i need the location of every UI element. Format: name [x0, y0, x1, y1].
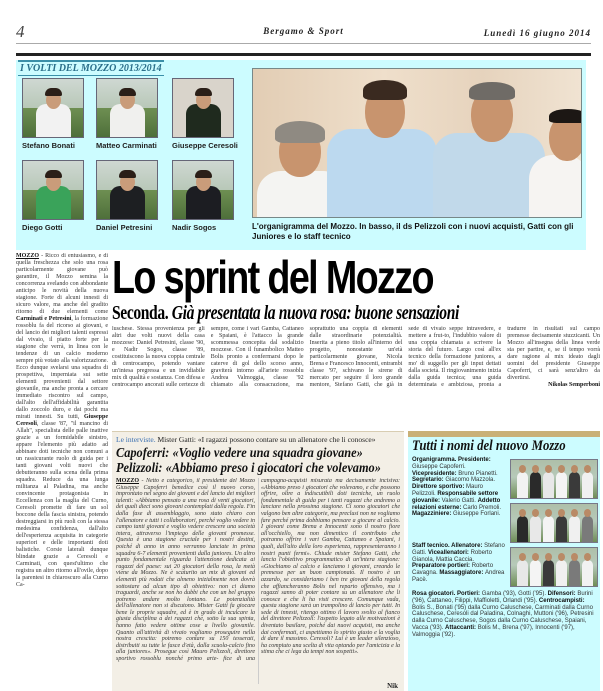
team-photo-figure — [530, 472, 541, 498]
field-label: Massaggiatore: — [439, 570, 486, 577]
team-photo-figure — [517, 516, 528, 542]
team-photo-figure — [517, 560, 528, 586]
field-label: Attaccanti: — [445, 624, 478, 631]
publication-name: Bergamo & Sport — [263, 26, 344, 36]
subtitle-bold: Seconda. — [112, 302, 169, 324]
field-label: Preparatore portieri: — [412, 563, 472, 570]
player-name: Matteo Carminati — [96, 141, 157, 150]
team-photo — [510, 459, 598, 499]
field-label: Addetto relazioni esterne: — [412, 497, 501, 511]
interview-signature: Nik — [387, 682, 398, 690]
field-label: Segretario: — [412, 477, 446, 484]
player-photo — [96, 78, 158, 138]
interview-text-2: fice di una campagna-acquisti misurata ma decisamente incisiva: «Abbiamo preso i giocatori che volevamo, e che possono offrire, oltre a indiscutibili doti tecniche, un ruolo fondamentale di guida per i tanti ragazzi che andremo a lanciare nella prossima stagione. Ci sono giocatori che valgono ben altre categorie, ma preclusi non ne vogliamo fare perché prima dobbiamo pensare a giocare al calcio. I giovani come Brena e Innocenti sono il nostro fiore all'occhiello, ma non dimentico il contributo che potranno offrire i vari Gamba, Cattaneo e Spaiani, i quali, dall'alto della loro esperienza, rappresenteranno i nostri punti fermi». Chiude mister Stefano Gatti, che lancia l'obiettivo programmatico di un'intera stagione: «Giochiamo al calcio e lanciamo i giovani, creando le premesse per un buon campionato. Il nostro è un azzardo, se consideriamo i ben tre giovani della regola che affiancheranno Bolis nel reparto offensivo, ma i ragazzi sanno di poter contare su un allenatore che li conosce e che li ha visti crescere. Comunque vada, questa stagione sarà un trampolino di lancio per tutti. In sede di innesti, ritengo ottimo il lavoro svolto al fianco del direttore Pelizzoli: l'aspetto legato alle motivazioni è diventato basilare, poiché dai nuovi acquisti, ma anche dai confermati, ci aspettiamo lo spirito giusto e la voglia di dare il massimo. Ceresoli? Lui è un leader silenzioso, ha compiuto una scelta di vita optando per l'amicizia e la stima che ci lega da tempi non sospetti». — [223, 478, 400, 663]
field-label: Staff tecnico. Allenatore: — [412, 543, 485, 549]
article-body-columns — [112, 326, 600, 428]
field-label: Direttore sportivo: — [412, 484, 467, 491]
field-value: Roberto Cavagna. — [412, 563, 494, 577]
author-byline: Nikolas Semperboni — [548, 382, 600, 388]
article-column-6: to, l'indubbio valore di una coppia chiamata a scrivere la storia del futuro. Largo così all'ex tecnico della formazione juniores, a mo' di suggello per gli input dettati dalla società. Il ringiovanimento inizia dalla guida tecnica; una guida determinata e ambiziosa, pronta a tradurre in risultati sul campo premesse decisamente stuzzicanti. Un Mozzo all'insegna della linea verde sta per partire, e, se il tempo vorrà dare ragione al mix ideato dagli uomini del presidente Giuseppe Capoferri, ci sarà senz'altro da divertirsi. — [408, 326, 600, 388]
field-value: Giacomo Mazzola. — [445, 477, 496, 484]
player-photo — [172, 78, 234, 138]
lead-bold: Carminati e Petresini — [16, 316, 72, 322]
subtitle-italic: Già presentata la nuova rosa: buone sensazioni — [171, 302, 459, 324]
names-box-bar — [408, 431, 600, 437]
organigramma-text — [412, 457, 508, 518]
field-label: Magazziniere: — [412, 511, 454, 518]
field-value: Carlo Premoli. — [463, 504, 502, 511]
lead-bold: Giuseppe Ceresoli — [16, 414, 108, 427]
player-photo — [96, 160, 158, 220]
team-photo-figure — [543, 472, 554, 498]
staff-text — [412, 543, 508, 584]
team-photo-figure — [530, 516, 541, 542]
roster-text — [412, 591, 596, 639]
player-name: Stefano Bonati — [22, 141, 75, 150]
kicker-text: Mister Gatti: «I ragazzi possono contare su un allenatore che li conosce» — [155, 435, 376, 444]
volti-title: I VOLTI DEL MOZZO 2013/2014 — [18, 60, 164, 76]
field-value: Burini ('96), Cattaneo, Filippi, Maffioletti, Orlandi ('95). — [412, 591, 593, 604]
player-name: Diego Gotti — [22, 223, 63, 232]
interview-body — [116, 478, 400, 684]
photo-caption: L'organigramma del Mozzo. In basso, il ds Pelizzoli con i nuovi acquisti, Gatti con gli Juniores e lo staff tecnico — [252, 222, 574, 241]
volti-box — [16, 60, 586, 250]
article-column-5: nonostante un'età particolarmente giovane, Nicola Brena e Francesco Innocenti, entrambi classe '97, schivano le sirene di mercato per seguire il loro grande mentore, Stefano Gatti, che già in sede di vivaio seppe intravedere, e mettere a frut- — [309, 326, 502, 388]
article-column-4: le caterve di gol dello scorso anno, graviterà intorno all'ariete rossoblu Andrea Valmoggia, classe '92 chiamato alla consacrazione, ma soprattutto una coppia di elementi dalle straordinarie potenzialità. Inserita a pieno titolo all'interno del progetto, — [210, 326, 403, 388]
field-value: Valerio Gatti. — [441, 497, 478, 504]
player-photo — [22, 78, 84, 138]
dateline: MOZZO — [116, 478, 140, 484]
article-column-3: di qualità e sostanza. Con difesa e centrocampo ancorati sulle certezze di sempre, come i vari Gamba, Cattaneo e Spaiani, è l'attacco la grande scommessa concepita dal sodalizio mozzese. Con il funambolico Matteo Bolis pronto a confermarsi dopo — [112, 326, 304, 388]
field-value: Giuseppe Capoferri. — [412, 463, 466, 470]
page-header — [16, 22, 591, 44]
header-rule — [16, 53, 591, 56]
team-photo-figure — [543, 516, 554, 542]
field-value: Bruno Pianetti. — [458, 470, 498, 477]
interview-text-1: - Netto e categorico, il presidente del Mozzo Giuseppe Capoferri benedice così il nuovo corso, improntato nel segno dei giovani e del lancio dei migliori talenti: «Abbiamo pensato a una rosa di venti giocatori, dei quali dieci sono giovani contemplati dalla regola. Fin dalla fase di assemblaggio, sono stato chiaro con l'allenatore e tutti i collaboratori, perché voglio vedere in campo tanti giovani e voglio vedere crescere una società intera, attraverso l'impiego delle giovani promesse. Questa è una stagione cruciale per i nostri destini, poiché di anno in anno verranno lanciate in prima squadra 6-7 elementi provenienti dalla juniores. Un altro punto fondamentale riguarda l'attenzione dedicata ai ragazzi del paese: sui 20 giocatori della rosa, la metà viene da Mozzo. Ne è scaturito un mix di giovani ed elementi più rodati che almeno inizialmente non dovrà sottostare ad alcun tipo di obiettivo: non ci diamo traguardi, anche se non ho dubbi che con un bel gruppo potremo andare molto lontano. Le potenzialità dell'allenatore non si discutono. Mister Gatti fa giocare bene le proprie squadre, ed è in grado di inculcare la giusta disciplina a dei ragazzi che, sotto la sua spinta, hanno fatto vedere ottime cose a livello giovanile. Quanto all'attività di vivaio vogliamo proseguire nella nostra crescita: potremo contare su 150 tesserati, distribuiti su tutte le fasce d'età, dalla scuola-calcio fino alla juniores». Prosegue così Mauro Pelizzoli, direttore sportivo rossoblu nonché primo arte- — [116, 478, 255, 663]
player-name: Nadir Sogos — [172, 223, 217, 232]
issue-date: Lunedì 16 giugno 2014 — [483, 28, 591, 38]
player-name: Giuseppe Ceresoli — [172, 141, 238, 150]
headline-line-2: Pelizzoli: «Abbiamo preso i giocatori che volevamo» — [116, 461, 381, 476]
field-value: Giuseppe Forlani. — [453, 511, 501, 518]
team-photo — [510, 503, 598, 543]
team-photo-figure — [556, 472, 567, 498]
interviews-box — [112, 431, 404, 691]
lead-text: , la formazione rossoblu fa del ricorso ai giovani, e del lancio dei migliori talenti espressi dal vivaio, il piatto forte per la stagione che verrà, in linea con le tendenze di un calcio moderno sempre più votato alla valorizzazione. Ecco dunque svelarsi una squadra di prospettiva, imperniata sui sette elementi provenienti dal settore giovanile, ma anche pronta a cercare immediato riscontro sul campo, dall'alto dell'affidabilità garantita dallo zoccolo duro, e dai pochi ma mirati innesti. Su tutti, — [16, 316, 108, 420]
field-value: Roberto Gianola, Mattia Caccia. — [412, 549, 492, 563]
team-photo-figure — [582, 516, 593, 542]
dateline: MOZZO — [16, 253, 40, 259]
field-label: Difensori: — [547, 591, 578, 597]
field-label: Organigramma. Presidente: — [412, 457, 491, 463]
team-photo-figure — [556, 560, 567, 586]
article-lead-column — [16, 253, 108, 691]
field-label: Rosa giocatori. Portieri: — [412, 591, 482, 597]
field-label: Vicepresidente: — [412, 470, 459, 477]
page-number: 4 — [16, 22, 25, 41]
interviews-headline — [116, 446, 381, 476]
field-value: Stefano Gatti. — [412, 543, 505, 556]
names-box — [408, 431, 600, 691]
team-photo-figure — [543, 560, 554, 586]
team-photo-figure — [556, 516, 567, 542]
player-name: Daniel Petresini — [96, 223, 153, 232]
field-value: Bolis M., Brena ('97), Innocenti ('97), Valmoggia ('92). — [412, 624, 575, 638]
names-box-title: Tutti i nomi del nuovo Mozzo — [412, 438, 566, 454]
field-value: Andrea Pacè. — [412, 570, 505, 583]
lead-text: , classe '87, "il mancino di Allah", specialista delle palle inattive grazie a un formidabile sinistro, appare l'elemento più adatto ad abbinare doti tecniche non comuni a un rassicurante ruolo di guida per i tanti giovani volti nuovi che debutteranno sulla scena della prima squadra. Reduce da una lunga militanza al Paladina, ma anche convincente protagonista in Eccellenza con la maglia del Curno, Ceresoli promette di fare un sol boccone della fascia sinistra, potendo destreggiarsi in più ruoli con la stessa medesima confidenza, dall'alto dell'esperienza acquisita in categorie superiori e delle importanti doti balistiche. Corsie laterali dunque blindate grazie a Ceresoli e Carminati, con quest'ultimo che registra un altro ritorno all'ovile, dopo la parentesi in chiaroscuro alla Curno Ca- — [16, 421, 108, 588]
article-subtitle — [112, 302, 459, 324]
staff-group-photo — [252, 68, 582, 218]
team-photo-figure — [517, 472, 528, 498]
team-photo-figure — [569, 560, 580, 586]
field-value: Gamba ('93), Gotti ('95). — [481, 591, 548, 597]
team-photo-figure — [569, 516, 580, 542]
lead-text: - Ricco di entusiasmo, e di quella freschezza che solo una rosa particolarmente giovane può garantire, il Mozzo semina la concorrenza svelando con abbondante anticipo le novità della nuova stagione. Forte di alcuni innesti di sicuro valore, ma anche del gradito ritorno di due elementi come — [16, 253, 108, 315]
field-value: Bolis S., Bonati ('95) dalla Curno Caluschese, Carminati dalla Curno Caluschese, Ceresoli dal Paladina, Colnaghi, Muttoni ('96), Petresini dalla Curno Caluschese, Sogos dalla Curno Caluschese, Spaiani, Vacca ('93). — [412, 604, 594, 631]
team-photo-figure — [582, 560, 593, 586]
team-photo-figure — [582, 472, 593, 498]
article-column-2: luschese. Stessa provenienza per gli altri due volti nuovi della casa mozzese: Daniel Petresini, classe '90, e Nadir Sogos, classe '89, costituiscono la nuova coppia centrale di centrocampo, potendo vantare un'intesa pregressa e un invidiabile mix — [112, 326, 205, 381]
field-label: Viceallenatori: — [428, 549, 471, 556]
team-photo — [510, 547, 598, 587]
field-label: Centrocampisti: — [538, 597, 585, 604]
player-photo — [172, 160, 234, 220]
kicker-label: Le interviste. — [116, 435, 156, 444]
headline-line-1: Capoferri: «Voglio vedere una squadra giovane» — [116, 446, 363, 461]
team-photo-figure — [530, 560, 541, 586]
interviews-kicker — [116, 435, 376, 444]
field-value: Mauro Pelizzoli. — [412, 484, 484, 497]
team-photo-figure — [569, 472, 580, 498]
player-photo — [22, 160, 84, 220]
article-title: Lo sprint del Mozzo — [112, 251, 433, 303]
field-label: Responsabile settore giovanile: — [412, 490, 499, 504]
